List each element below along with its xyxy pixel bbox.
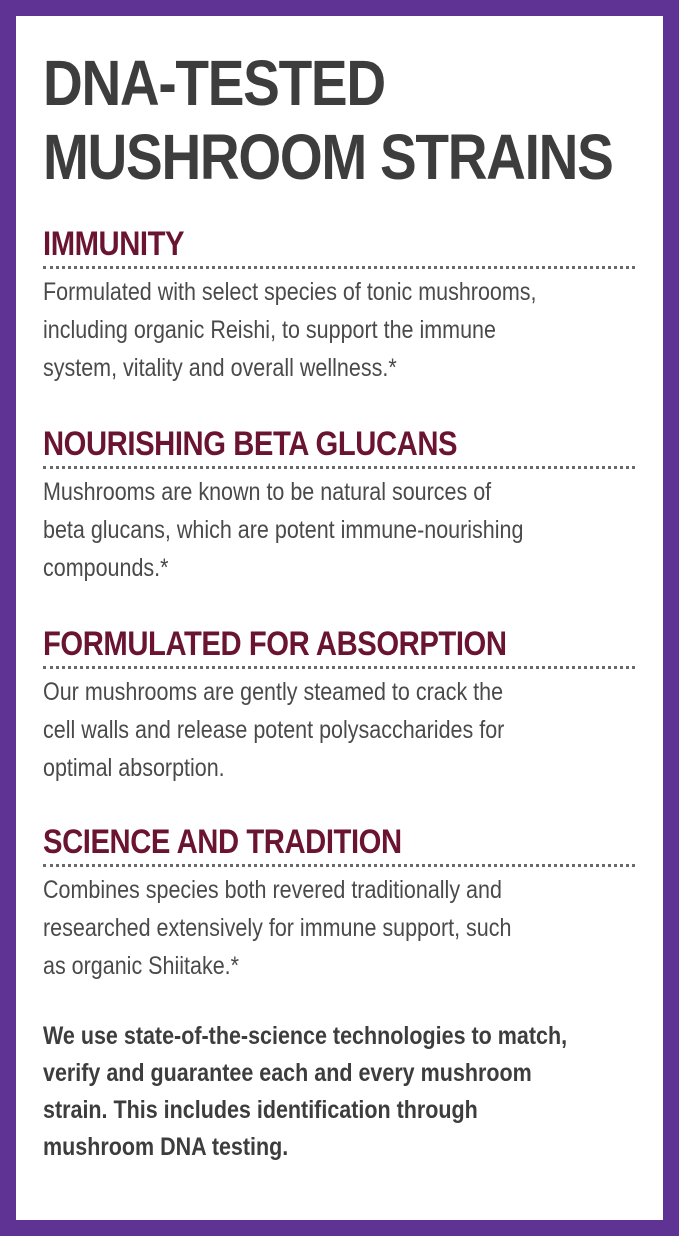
closing-statement <box>43 1018 635 1166</box>
closing-line: verify and guarantee each and every mushroom <box>43 1059 532 1087</box>
section-body <box>43 273 635 387</box>
body-line: researched extensively for immune support, such <box>43 914 512 942</box>
section-body <box>43 673 635 787</box>
section-beta-glucans <box>43 424 635 587</box>
body-line: system, vitality and overall wellness.* <box>43 354 397 382</box>
section-body <box>43 473 635 587</box>
body-line: as organic Shiitake.* <box>43 952 239 980</box>
closing-line: mushroom DNA testing. <box>43 1133 289 1161</box>
section-heading: SCIENCE AND TRADITION <box>43 823 402 861</box>
body-line: compounds.* <box>43 554 169 582</box>
section-heading: FORMULATED FOR ABSORPTION <box>43 625 507 663</box>
title-line-1: DNA-TESTED <box>43 47 385 119</box>
section-science-tradition <box>43 822 635 985</box>
body-line: beta glucans, which are potent immune-nourishing <box>43 516 524 544</box>
dotted-divider <box>43 266 635 269</box>
title-line-2: MUSHROOM STRAINS <box>43 121 613 193</box>
dotted-divider <box>43 864 635 867</box>
section-absorption <box>43 624 635 787</box>
closing-line: We use state-of-the-science technologies to match, <box>43 1022 568 1050</box>
section-body <box>43 871 635 985</box>
body-line: Our mushrooms are gently steamed to crack the <box>43 678 504 706</box>
section-heading: NOURISHING BETA GLUCANS <box>43 425 458 463</box>
body-line: Combines species both revered traditionally and <box>43 876 502 904</box>
section-immunity <box>43 224 635 387</box>
dotted-divider <box>43 466 635 469</box>
body-line: Formulated with select species of tonic mushrooms, <box>43 278 537 306</box>
dotted-divider <box>43 666 635 669</box>
body-line: including organic Reishi, to support the immune <box>43 316 496 344</box>
body-line: Mushrooms are known to be natural sources of <box>43 478 492 506</box>
closing-line: strain. This includes identification through <box>43 1096 478 1124</box>
page-title <box>43 46 679 194</box>
body-line: cell walls and release potent polysaccharides for <box>43 716 505 744</box>
section-heading: IMMUNITY <box>43 225 185 263</box>
body-line: optimal absorption. <box>43 754 225 782</box>
